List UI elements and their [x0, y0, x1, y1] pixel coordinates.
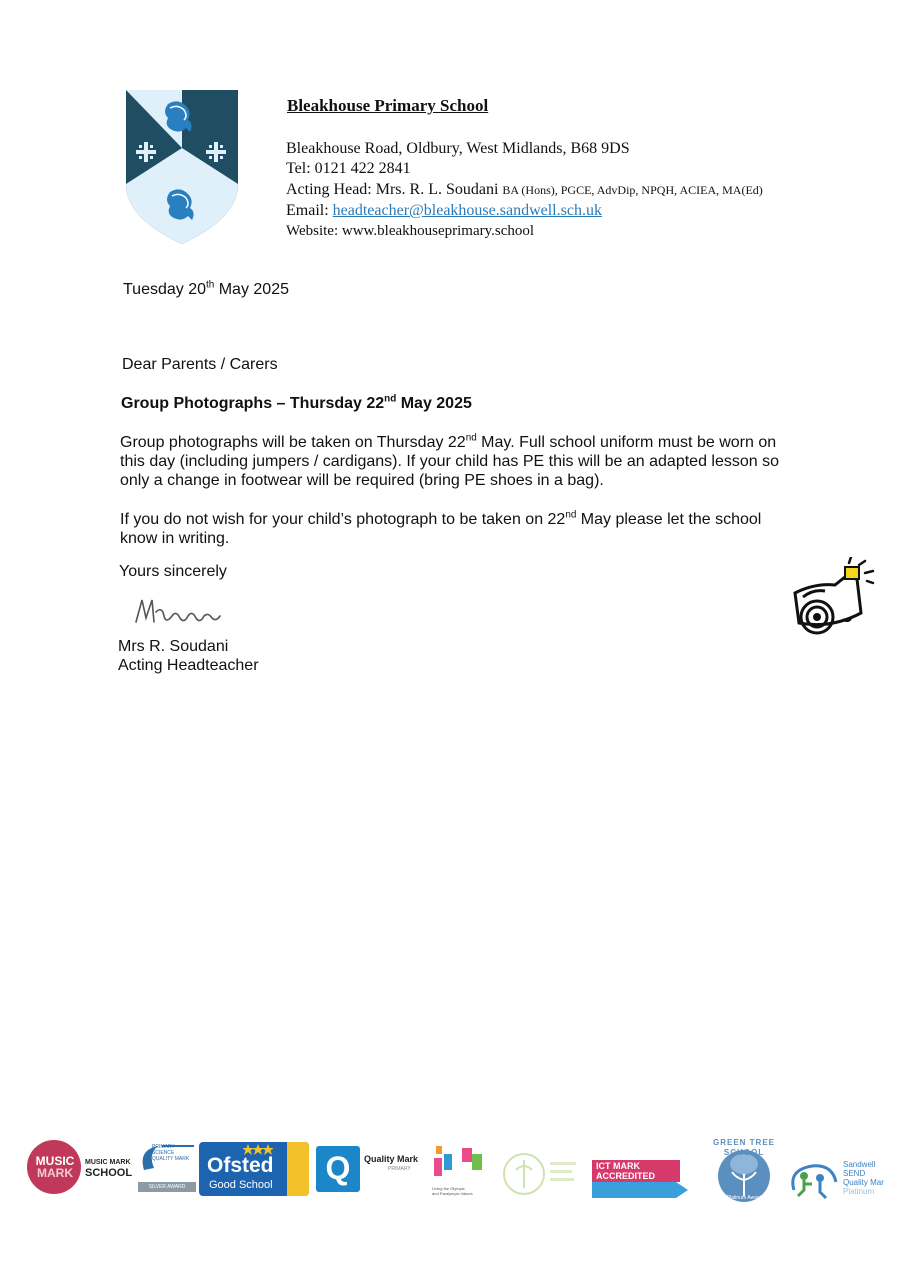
quality-mark-title: Quality Mark [364, 1154, 419, 1164]
send-text-line-2: SEND [843, 1169, 866, 1178]
paragraph-1-line-2: this day (including jumpers / cardigans). If your child has PE this will be an adapted lesson so [120, 453, 780, 470]
olympic-text-line-1: Living the Olympic [432, 1186, 465, 1191]
paragraph-1-line-1 [120, 433, 776, 452]
paragraph-1-line-3: only a change in footwear will be required (bring PE shoes in a bag). [120, 472, 604, 489]
acting-head-line [286, 181, 763, 199]
ofsted-subtitle: Good School [209, 1179, 273, 1191]
music-mark-text-line-2: SCHOOL [85, 1167, 133, 1179]
date-month-year: May 2025 [214, 281, 289, 298]
school-crest-logo [124, 88, 240, 246]
letter-date [123, 280, 289, 299]
paragraph-2-line-2: know in writing. [120, 530, 230, 547]
subject-text: Group Photographs – Thursday 22 [121, 395, 385, 412]
subject-ordinal: nd [384, 393, 397, 405]
p2-text-start: If you do not wish for your child’s photograph to be taken on 22 [120, 511, 566, 528]
acting-head-label: Acting Head: Mrs. R. L. Soudani [286, 181, 499, 198]
ofsted-yellow-strip [287, 1142, 309, 1196]
london-2012-mark-icon [430, 1144, 488, 1184]
sandwell-send-logo [788, 1158, 905, 1204]
school-telephone: Tel: 0121 422 2841 [286, 160, 411, 177]
ict-mark-arrow-icon [592, 1182, 688, 1198]
quality-mark-letter: Q [325, 1150, 351, 1186]
green-tree-award-text: Platinum Award [726, 1195, 762, 1201]
p1-text-start: Group photographs will be taken on Thursday 22 [120, 434, 466, 451]
date-day: Tuesday 20 [123, 281, 207, 298]
ict-mark-line-2: ACCREDITED [596, 1171, 656, 1181]
science-text-line-2: QUALITY MARK [152, 1156, 190, 1162]
signer-name: Mrs R. Soudani [118, 638, 229, 655]
ict-mark-accredited-logo [592, 1160, 688, 1200]
ict-mark-line-1: ICT MARK [596, 1161, 640, 1171]
school-address: Bleakhouse Road, Oldbury, West Midlands, B68 9DS [286, 140, 630, 157]
music-mark-badge-line-2: MARK [37, 1166, 73, 1180]
primary-science-quality-mark-logo [138, 1142, 196, 1192]
acting-head-qualifications: BA (Hons), PGCE, AdvDip, NPQH, ACIEA, MA(Ed) [502, 183, 763, 197]
faded-award-logo [502, 1148, 582, 1200]
send-people-icon [788, 1160, 838, 1202]
ofsted-good-school-logo [199, 1142, 309, 1196]
signer-title: Acting Headteacher [118, 657, 259, 674]
website-label: Website: [286, 223, 339, 239]
email-label: Email: [286, 202, 329, 219]
quality-mark-subtitle: PRIMARY [388, 1166, 411, 1172]
handwritten-signature [132, 594, 232, 628]
olympic-text-line-2: and Paralympic Values [432, 1191, 473, 1196]
science-text-line-3: SILVER AWARD [138, 1182, 196, 1192]
send-text-line-3: Quality Mar [843, 1178, 884, 1187]
music-mark-badge-line-1: MUSIC [35, 1154, 75, 1168]
science-text-line-1: PRIMARY SCIENCE [152, 1144, 175, 1156]
school-name: Bleakhouse Primary School [287, 96, 489, 115]
letter-subject [121, 394, 472, 413]
olympic-values-logo [430, 1144, 488, 1200]
p1-text-end: May. Full school uniform must be worn on [476, 434, 777, 451]
email-line [286, 202, 602, 220]
email-link[interactable]: headteacher@bleakhouse.sandwell.sch.uk [332, 202, 602, 219]
music-mark-text-line-1: MUSIC MARK [85, 1159, 131, 1166]
green-tree-school-logo [705, 1136, 783, 1208]
salutation: Dear Parents / Carers [122, 356, 278, 373]
date-ordinal: th [206, 279, 215, 291]
paragraph-2-line-1 [120, 510, 761, 529]
camera-clipart-icon [787, 557, 879, 641]
closing: Yours sincerely [119, 563, 227, 580]
send-text-line-4: Platinum [843, 1187, 875, 1196]
subject-month-year: May 2025 [396, 395, 472, 412]
website-address: www.bleakhouseprimary.school [341, 223, 535, 239]
p1-ordinal: nd [465, 432, 477, 444]
quality-mark-q-logo [316, 1146, 360, 1192]
p2-ordinal: nd [565, 509, 577, 521]
quality-mark-text [364, 1154, 418, 1174]
website-line [286, 223, 534, 240]
green-tree-arc-text: GREEN TREE SCHOOL [712, 1138, 775, 1157]
send-text-line-1: Sandwell [843, 1160, 876, 1169]
ofsted-title: Ofsted [207, 1154, 274, 1177]
p2-text-end: May please let the school [576, 511, 762, 528]
